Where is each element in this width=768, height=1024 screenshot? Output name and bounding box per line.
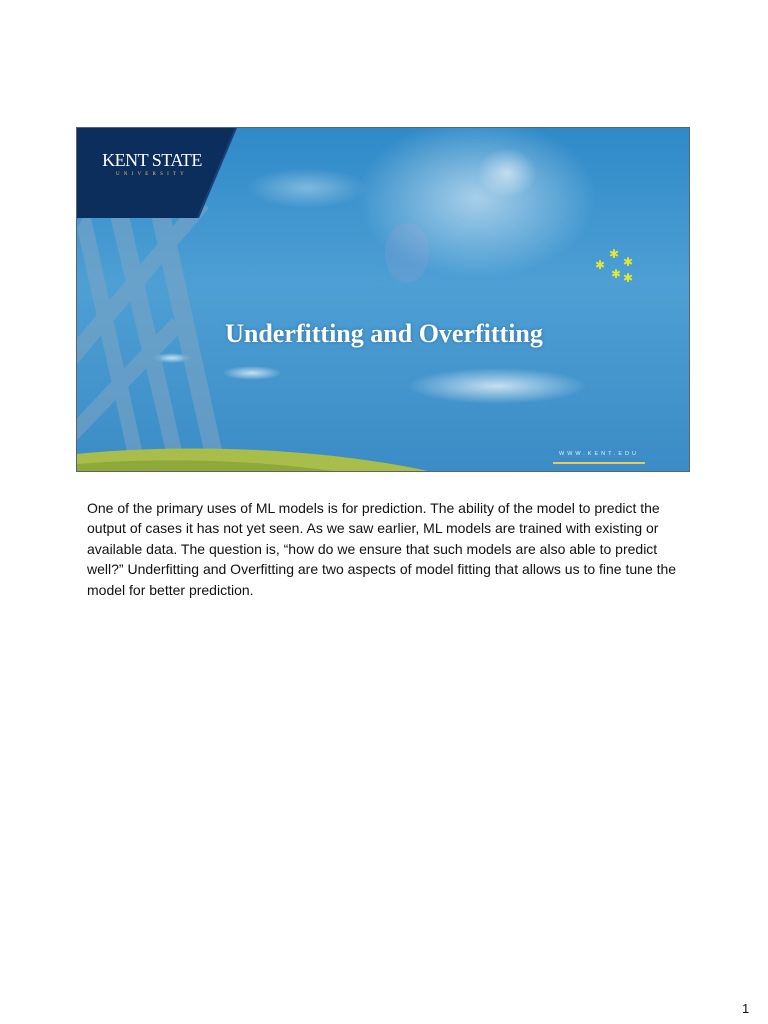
slide-title: Underfitting and Overfitting: [225, 319, 543, 348]
website-url: WWW.KENT.EDU: [559, 451, 639, 457]
svg-text:✱: ✱: [623, 255, 634, 269]
speaker-notes: One of the primary uses of ML models is for prediction. The ability of the model to predict the output of cases it has not yet seen. As we saw earlier, ML models are trained with existing or available data. The question is, “how do we ensure that such models are also able to predict well?” Underfitting and Overfitting are two aspects of model fitting that allows us to fine tune the model for better prediction.: [87, 500, 677, 598]
svg-text:✱: ✱: [595, 258, 606, 272]
brand-subtitle: UNIVERSITY: [116, 172, 188, 177]
svg-text:✱: ✱: [623, 271, 634, 285]
url-underline: [553, 462, 645, 464]
svg-text:✱: ✱: [611, 267, 622, 281]
kent-state-logo: [97, 150, 207, 178]
slide-thumbnail: [76, 127, 690, 472]
svg-text:✱: ✱: [609, 247, 620, 261]
brand-name: KENT STATE: [102, 150, 202, 170]
page-number: 1: [742, 1001, 750, 1016]
sky-background: [77, 128, 690, 472]
